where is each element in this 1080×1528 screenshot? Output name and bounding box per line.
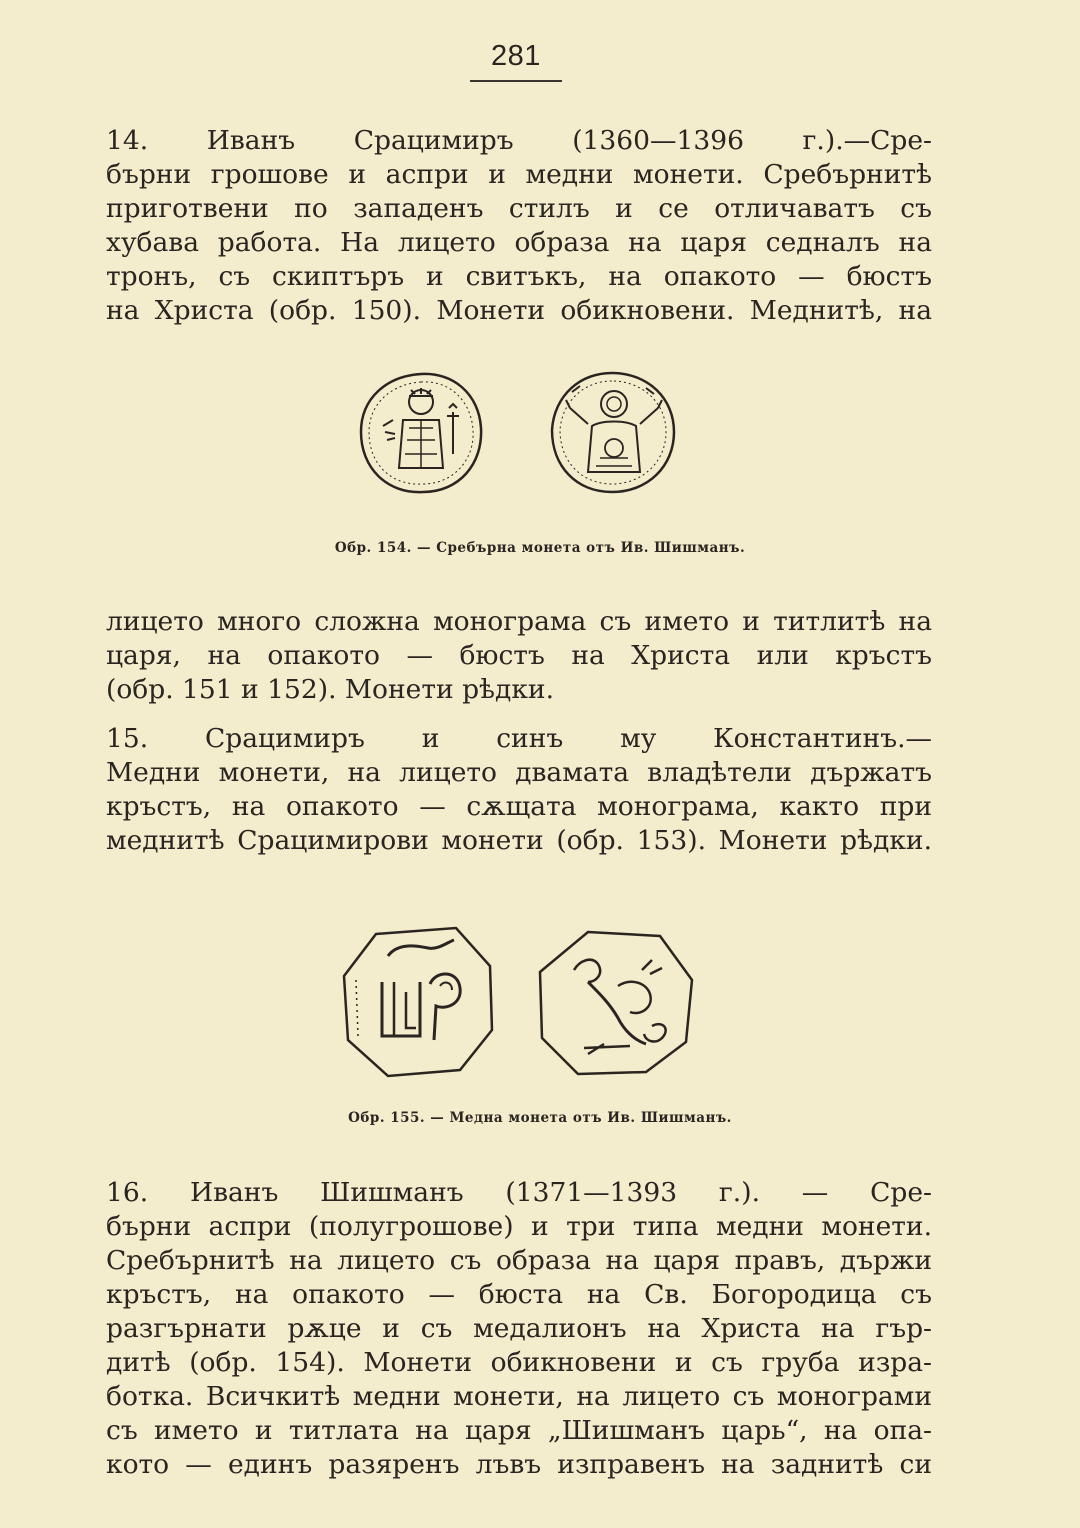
text-line: 14. Иванъ Срацимиръ (1360—1396 г.).—Сре- bbox=[106, 125, 932, 156]
section-16-paragraph bbox=[106, 1176, 932, 1482]
section-15-paragraph bbox=[106, 722, 932, 858]
figure-154-coins bbox=[0, 368, 1080, 498]
page-number: 281 bbox=[491, 40, 541, 72]
text-line: кото — единъ разяренъ лъвъ изправенъ на заднитѣ си bbox=[106, 1449, 932, 1480]
coin-obverse-tsar-illustration bbox=[355, 368, 487, 498]
coin-obverse-monogram-illustration bbox=[336, 920, 500, 1082]
text-line: ботка. Всичкитѣ медни монети, на лицето съ монограми bbox=[106, 1381, 932, 1412]
text-line: меднитѣ Срацимирови монети (обр. 153). Монети рѣдки. bbox=[106, 825, 932, 856]
text-line: хубава работа. На лицето образа на царя седналъ на bbox=[106, 227, 932, 258]
text-line: на Христа (обр. 150). Монети обикновени. Меднитѣ, на bbox=[106, 295, 932, 326]
text-line: кръстъ, на опакото — бюста на Св. Богородица съ bbox=[106, 1279, 932, 1310]
text-line: лицето много сложна монограма съ името и титлитѣ на bbox=[106, 606, 932, 637]
text-line: царя, на опакото — бюстъ на Христа или кръстъ bbox=[106, 640, 932, 671]
text-line: съ името и титлата на царя „Шишманъ царь“, на опа- bbox=[106, 1415, 932, 1446]
section-14-paragraph bbox=[106, 124, 932, 328]
figure-155-caption: Обр. 155. — Медна монета отъ Ив. Шишманъ. bbox=[348, 1110, 732, 1126]
page-number-rule bbox=[470, 80, 562, 82]
coin-reverse-virgin-illustration bbox=[546, 368, 680, 498]
text-line: Сребърнитѣ на лицето съ образа на царя правъ, държи bbox=[106, 1245, 932, 1276]
text-line: (обр. 151 и 152). Монети рѣдки. bbox=[106, 674, 555, 705]
text-line: тронъ, съ скиптъръ и свитъкъ, на опакото — бюстъ bbox=[106, 261, 932, 292]
text-line: 15. Срацимиръ и синъ му Константинъ.— bbox=[106, 723, 932, 754]
coin-reverse-lion-illustration bbox=[534, 926, 698, 1078]
text-line: разгърнати рѫце и съ медалионъ на Христа на гър- bbox=[106, 1313, 932, 1344]
text-line: Медни монети, на лицето двамата владѣтели държатъ bbox=[106, 757, 932, 788]
text-line: кръстъ, на опакото — сѫщата монограма, както при bbox=[106, 791, 932, 822]
text-line: бърни аспри (полугрошове) и три типа медни монети. bbox=[106, 1211, 932, 1242]
text-line: бърни грошове и аспри и медни монети. Сребърнитѣ bbox=[106, 159, 932, 190]
text-line: дитѣ (обр. 154). Монети обикновени и съ груба изра- bbox=[106, 1347, 932, 1378]
figure-154-caption: Обр. 154. — Сребърна монета отъ Ив. Шишманъ. bbox=[334, 540, 746, 556]
text-line: 16. Иванъ Шишманъ (1371—1393 г.). — Сре- bbox=[106, 1177, 932, 1208]
figure-155-coins bbox=[0, 920, 1080, 1082]
text-line: приготвени по западенъ стилъ и се отличаватъ съ bbox=[106, 193, 932, 224]
section-14-continued-paragraph bbox=[106, 605, 932, 707]
